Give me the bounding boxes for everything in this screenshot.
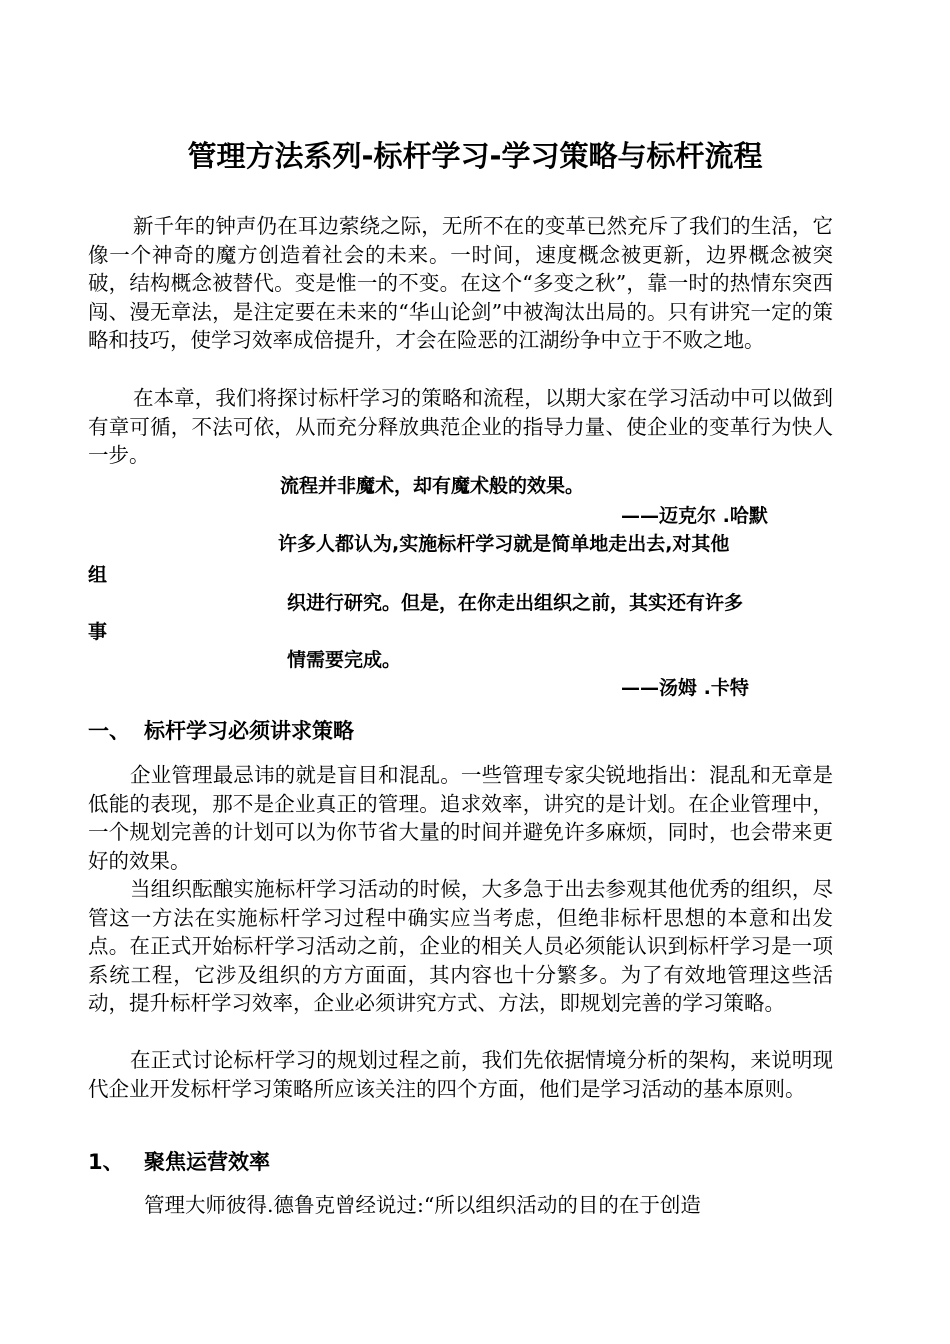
subsection-1-number: 1、 bbox=[88, 1150, 124, 1174]
quote-2-wrap-2: 事 bbox=[88, 621, 108, 643]
subsection-1-paragraph: 管理大师彼得.德鲁克曾经说过:“所以组织活动的目的在于创造 bbox=[144, 1193, 701, 1217]
quote-2-line-2: 织进行研究。但是，在你走出组织之前，其实还有许多 bbox=[287, 592, 744, 614]
section-1-heading bbox=[88, 716, 354, 746]
quote-2-line-3: 情需要完成。 bbox=[287, 649, 402, 671]
quote-2-wrap-1: 组 bbox=[88, 564, 108, 586]
section-1-number: 一、 bbox=[88, 719, 130, 743]
subsection-1-title: 聚焦运营效率 bbox=[144, 1150, 270, 1174]
quote-2-author: ——汤姆 .卡特 bbox=[621, 677, 749, 699]
section-1-paragraph-3: 在正式讨论标杆学习的规划过程之前，我们先依据情境分析的架构，来说明现代企业开发标杆学习策略所应该关注的四个方面，他们是学习活动的基本原则。 bbox=[88, 1048, 833, 1101]
quote-1-author: ——迈克尔 .哈默 bbox=[621, 505, 768, 527]
subsection-1-heading bbox=[88, 1147, 270, 1177]
section-1-paragraph-1: 企业管理最忌讳的就是盲目和混乱。一些管理专家尖锐地指出：混乱和无章是低能的表现，那不是企业真正的管理。追求效率，讲究的是计划。在企业管理中，一个规划完善的计划可以为你节省大量的时间并避免许多麻烦，同时，也会带来更好的效果。 bbox=[88, 763, 833, 873]
quote-1-text: 流程并非魔术，却有魔术般的效果。 bbox=[280, 475, 585, 497]
intro-paragraph-2: 在本章，我们将探讨标杆学习的策略和流程，以期大家在学习活动中可以做到有章可循，不法可依，从而充分释放典范企业的指导力量、使企业的变革行为快人一步。 bbox=[88, 386, 833, 468]
quote-2-line-1: 许多人都认为,实施标杆学习就是简单地走出去,对其他 bbox=[278, 533, 730, 555]
intro-paragraph-1: 新千年的钟声仍在耳边萦绕之际，无所不在的变革已然充斥了我们的生活，它像一个神奇的魔方创造着社会的未来。一时间，速度概念被更新，边界概念被突破，结构概念被替代。变是惟一的不变。在这个“多变之秋”，靠一时的热情东突西闯、漫无章法，是注定要在未来的“华山论剑”中被淘汰出局的。只有讲究一定的策略和技巧，使学习效率成倍提升，才会在险恶的江湖纷争中立于不败之地。 bbox=[88, 214, 833, 353]
document-title: 管理方法系列-标杆学习-学习策略与标杆流程 bbox=[187, 139, 763, 173]
section-1-paragraph-2: 当组织酝酿实施标杆学习活动的时候，大多急于出去参观其他优秀的组织，尽管这一方法在实施标杆学习过程中确实应当考虑，但绝非标杆思想的本意和出发点。在正式开始标杆学习活动之前，企业的相关人员必须能认识到标杆学习是一项系统工程，它涉及组织的方方面面，其内容也十分繁多。为了有效地管理这些活动，提升标杆学习效率，企业必须讲究方式、方法，即规划完善的学习策略。 bbox=[88, 877, 833, 1016]
section-1-title: 标杆学习必须讲求策略 bbox=[144, 719, 354, 743]
